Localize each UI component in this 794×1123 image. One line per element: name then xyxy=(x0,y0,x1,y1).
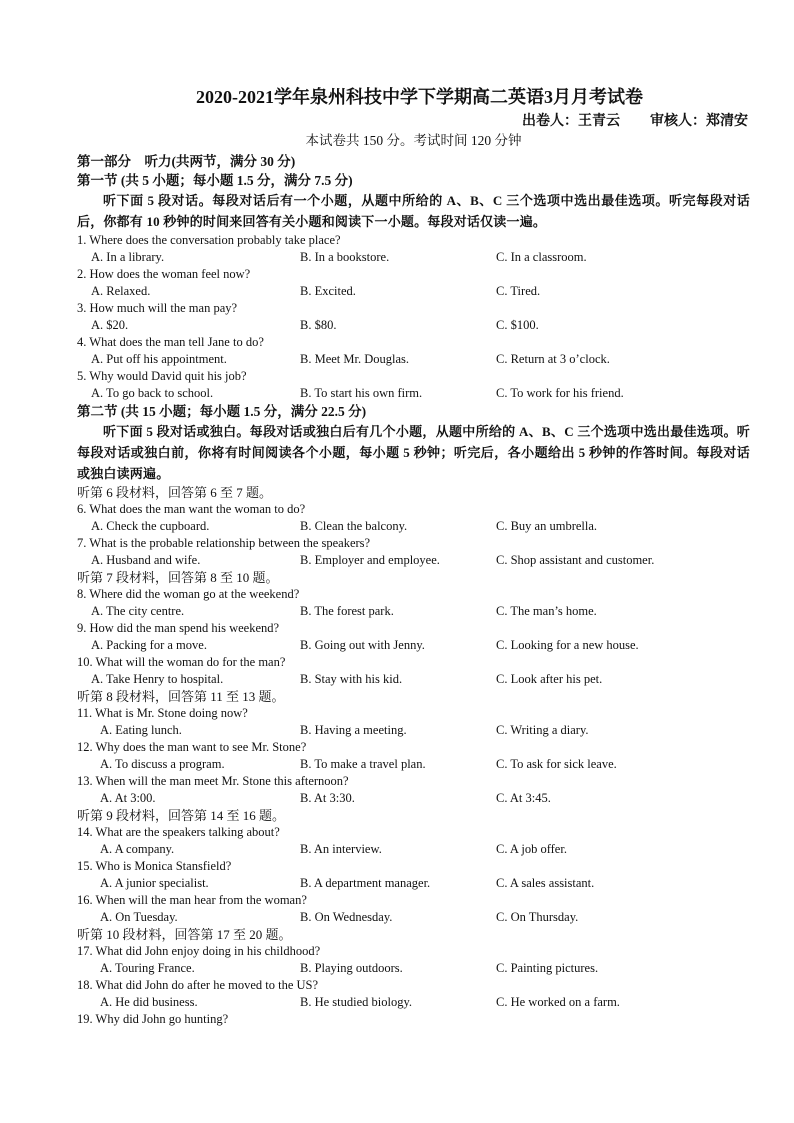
option-c: C. To work for his friend. xyxy=(496,386,624,400)
option-a: A. Put off his appointment. xyxy=(91,352,227,366)
setter-name: 出卷人：王青云 xyxy=(522,114,620,129)
option-a: A. A company. xyxy=(100,842,175,856)
group-heading: 听第 6 段材料，回答第 6 至 7 题。 xyxy=(77,485,273,500)
option-c: C. The man’s home. xyxy=(496,604,597,618)
option-b: B. Excited. xyxy=(300,284,356,298)
question-options xyxy=(77,249,750,266)
option-b: B. Playing outdoors. xyxy=(300,961,403,975)
question-stem: 19. Why did John go hunting? xyxy=(77,1012,229,1026)
option-b: B. To make a travel plan. xyxy=(300,757,426,771)
option-c: C. $100. xyxy=(496,318,539,332)
reviewer-name: 审核人：郑清安 xyxy=(650,114,748,129)
option-a: A. The city centre. xyxy=(91,604,185,618)
option-c: C. A sales assistant. xyxy=(496,876,595,890)
option-c: C. A job offer. xyxy=(496,842,567,856)
question-stem: 14. What are the speakers talking about? xyxy=(77,825,280,839)
option-c: C. Writing a diary. xyxy=(496,723,589,737)
question-options xyxy=(77,351,750,368)
question-stem: 18. What did John do after he moved to the US? xyxy=(77,978,319,992)
section1-heading: 第一节 (共 5 小题；每小题 1.5 分，满分 7.5 分) xyxy=(77,173,353,188)
option-c: C. On Thursday. xyxy=(496,910,579,924)
option-b: B. An interview. xyxy=(300,842,382,856)
question-options xyxy=(77,317,750,334)
question-stem: 13. When will the man meet Mr. Stone this afternoon? xyxy=(77,774,349,788)
option-a: A. Take Henry to hospital. xyxy=(91,672,224,686)
question-stem: 2. How does the woman feel now? xyxy=(77,267,251,281)
option-c: C. In a classroom. xyxy=(496,250,587,264)
question-options xyxy=(77,603,750,620)
question-stem: 4. What does the man tell Jane to do? xyxy=(77,335,264,349)
option-c: C. Look after his pet. xyxy=(496,672,603,686)
option-c: C. To ask for sick leave. xyxy=(496,757,617,771)
group-heading: 听第 10 段材料，回答第 17 至 20 题。 xyxy=(77,927,292,942)
question-options xyxy=(77,385,750,402)
option-c: C. Painting pictures. xyxy=(496,961,599,975)
option-a: A. To discuss a program. xyxy=(100,757,225,771)
question-options xyxy=(77,637,750,654)
option-a: A. He did business. xyxy=(100,995,198,1009)
option-b: B. In a bookstore. xyxy=(300,250,390,264)
option-b: B. Clean the balcony. xyxy=(300,519,408,533)
question-options xyxy=(77,722,750,739)
question-options xyxy=(77,875,750,892)
question-stem: 6. What does the man want the woman to do? xyxy=(77,502,306,516)
option-b: B. $80. xyxy=(300,318,337,332)
option-c: C. Shop assistant and customer. xyxy=(496,553,655,567)
question-stem: 8. Where did the woman go at the weekend? xyxy=(77,587,300,601)
question-stem: 5. Why would David quit his job? xyxy=(77,369,247,383)
option-b: B. On Wednesday. xyxy=(300,910,393,924)
question-options xyxy=(77,909,750,926)
option-b: B. At 3:30. xyxy=(300,791,355,805)
option-a: A. A junior specialist. xyxy=(100,876,209,890)
option-a: A. In a library. xyxy=(91,250,165,264)
question-stem: 1. Where does the conversation probably take place? xyxy=(77,233,341,247)
question-options xyxy=(77,552,750,569)
question-options xyxy=(77,790,750,807)
option-a: A. On Tuesday. xyxy=(100,910,178,924)
option-a: A. Relaxed. xyxy=(91,284,151,298)
option-b: B. Meet Mr. Douglas. xyxy=(300,352,410,366)
question-stem: 3. How much will the man pay? xyxy=(77,301,238,315)
question-stem: 7. What is the probable relationship between the speakers? xyxy=(77,536,371,550)
option-c: C. Buy an umbrella. xyxy=(496,519,598,533)
option-a: A. Check the cupboard. xyxy=(91,519,210,533)
question-stem: 16. When will the man hear from the woman? xyxy=(77,893,307,907)
option-b: B. To start his own firm. xyxy=(300,386,423,400)
question-options xyxy=(77,518,750,535)
option-c: C. Tired. xyxy=(496,284,541,298)
option-a: A. Touring France. xyxy=(100,961,195,975)
option-b: B. He studied biology. xyxy=(300,995,413,1009)
option-a: A. $20. xyxy=(91,318,129,332)
question-options xyxy=(77,283,750,300)
option-a: A. Eating lunch. xyxy=(100,723,182,737)
group-heading: 听第 8 段材料，回答第 11 至 13 题。 xyxy=(77,689,285,704)
question-stem: 15. Who is Monica Stansfield? xyxy=(77,859,232,873)
section2-instruction: 听下面 5 段对话或独白。每段对话或独白后有几个小题，从题中所给的 A、B、C 三个选项中选出最佳选项。听每段对话或独白前，你将有时间阅读各个小题，每小题 5 秒钟；听完后，各小题给出 5 秒钟的作答时间。每段对话或独白读两遍。 xyxy=(77,424,750,481)
question-options xyxy=(77,671,750,688)
option-b: B. A department manager. xyxy=(300,876,431,890)
part1-heading: 第一部分 听力(共两节，满分 30 分) xyxy=(77,154,296,169)
option-c: C. He worked on a farm. xyxy=(496,995,620,1009)
question-stem: 12. Why does the man want to see Mr. Stone? xyxy=(77,740,307,754)
group-heading: 听第 7 段材料，回答第 8 至 10 题。 xyxy=(77,570,279,585)
exam-title: 2020-2021学年泉州科技中学下学期高二英语3月月考试卷 xyxy=(196,87,643,107)
question-options xyxy=(77,960,750,977)
question-options xyxy=(77,841,750,858)
group-heading: 听第 9 段材料，回答第 14 至 16 题。 xyxy=(77,808,286,823)
section2-heading: 第二节 (共 15 小题；每小题 1.5 分，满分 22.5 分) xyxy=(77,404,367,419)
option-a: A. Husband and wife. xyxy=(91,553,201,567)
option-a: A. To go back to school. xyxy=(91,386,214,400)
author-line xyxy=(77,112,748,132)
option-b: B. Stay with his kid. xyxy=(300,672,403,686)
question-stem: 10. What will the woman do for the man? xyxy=(77,655,286,669)
exam-note: 本试卷共 150 分。考试时间 120 分钟 xyxy=(305,133,522,148)
option-a: A. Packing for a move. xyxy=(91,638,207,652)
question-stem: 17. What did John enjoy doing in his childhood? xyxy=(77,944,321,958)
question-options xyxy=(77,994,750,1011)
question-stem: 11. What is Mr. Stone doing now? xyxy=(77,706,248,720)
option-b: B. The forest park. xyxy=(300,604,394,618)
section1-instruction: 听下面 5 段对话。每段对话后有一个小题，从题中所给的 A、B、C 三个选项中选出最佳选项。听完每段对话后，你都有 10 秒钟的时间来回答有关小题和阅读下一小题。每段对话仅读一遍。 xyxy=(77,193,750,229)
option-b: B. Going out with Jenny. xyxy=(300,638,425,652)
option-c: C. Looking for a new house. xyxy=(496,638,639,652)
question-options xyxy=(77,756,750,773)
section1-questions xyxy=(77,232,750,402)
question-stem: 9. How did the man spend his weekend? xyxy=(77,621,280,635)
option-c: C. Return at 3 o’clock. xyxy=(496,352,610,366)
option-b: B. Employer and employee. xyxy=(300,553,440,567)
option-c: C. At 3:45. xyxy=(496,791,551,805)
option-b: B. Having a meeting. xyxy=(300,723,407,737)
option-a: A. At 3:00. xyxy=(100,791,156,805)
